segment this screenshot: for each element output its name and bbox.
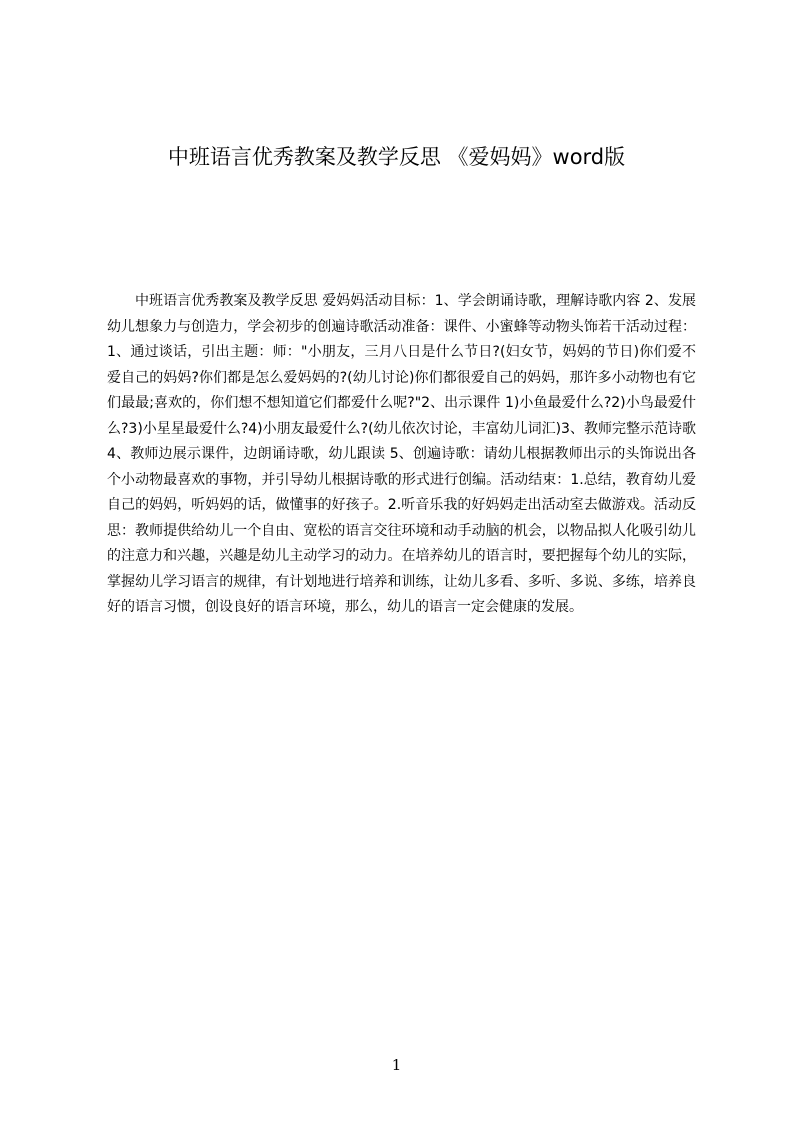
body-paragraph: 中班语言优秀教案及教学反思 爱妈妈活动目标：1、学会朗诵诗歌，理解诗歌内容 2、发展幼儿想象力与创造力，学会初步的创遍诗歌活动准备：课件、小蜜蜂等动物头饰若干活动过程：1、通过谈话，引出主题：师："小朋友，三月八日是什么节日?(妇女节，妈妈的节日)你们爱不爱自己的妈妈?你们都是怎么爱妈妈的?(幼儿讨论)你们都很爱自己的妈妈，那许多小动物也有它们最最;喜欢的，你们想不想知道它们都爱什么呢?"2、出示课件 1)小鱼最爱什么?2)小鸟最爱什么?3)小星星最爱什么?4)小朋友最爱什么?(幼儿依次讨论，丰富幼儿词汇)3、教师完整示范诗歌 4、教师边展示课件，边朗诵诗歌，幼儿跟读 5、创遍诗歌：请幼儿根据教师出示的头饰说出各个小动物最喜欢的事物，并引导幼儿根据诗歌的形式进行创编。活动结束：1.总结，教育幼儿爱自己的妈妈，听妈妈的话，做懂事的好孩子。2.听音乐我的好妈妈走出活动室去做游戏。活动反思：教师提供给幼儿一个自由、宽松的语言交往环境和动手动脑的机会，以物品拟人化吸引幼儿的注意力和兴趣，兴趣是幼儿主动学习的动力。在培养幼儿的语言时，要把握每个幼儿的实际，掌握幼儿学习语言的规律，有计划地进行培养和训练，让幼儿多看、多听、多说、多练，培养良好的语言习惯，创设良好的语言环境，那么，幼儿的语言一定会健康的发展。: [107, 293, 696, 615]
document-title: 中班语言优秀教案及教学反思 《爱妈妈》word版: [167, 145, 626, 169]
page-number: 1: [391, 1056, 402, 1074]
